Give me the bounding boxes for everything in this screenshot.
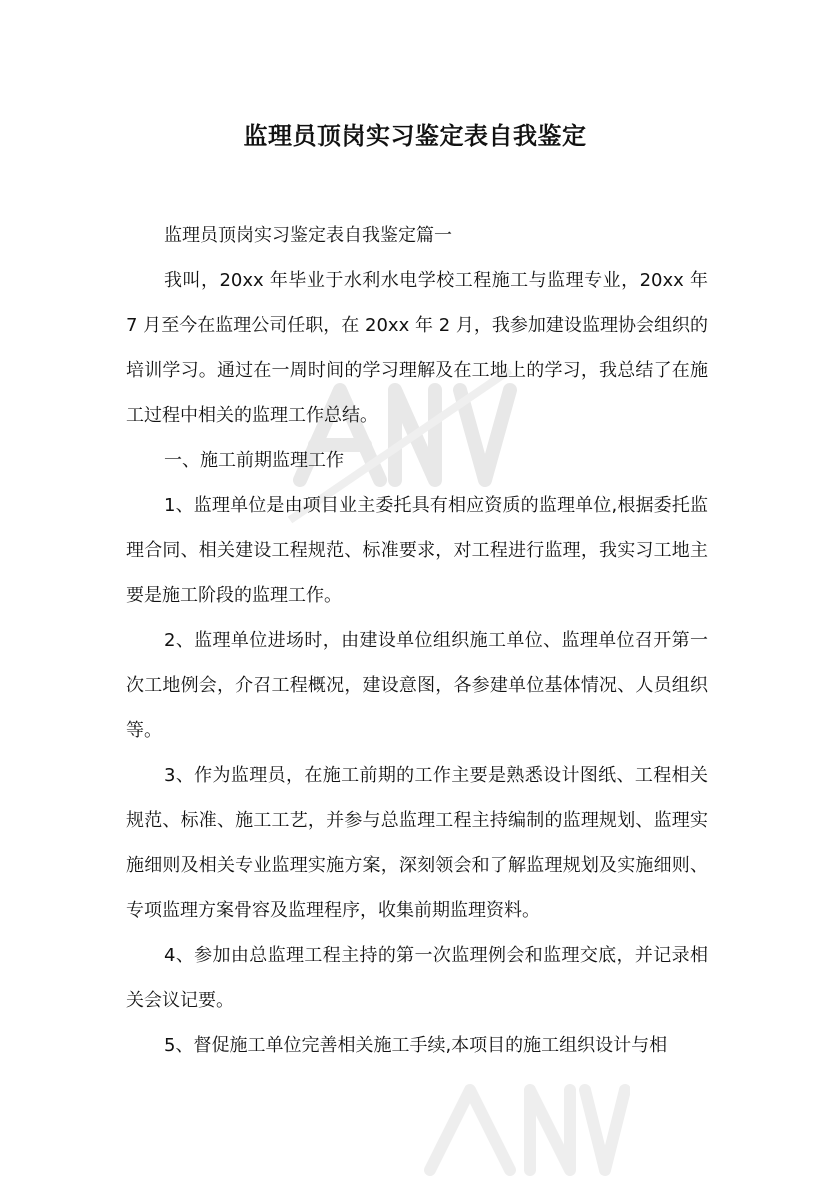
paragraph-item-3: 3、作为监理员，在施工前期的工作主要是熟悉设计图纸、工程相关规范、标准、施工工艺，并参与总监理工程主持编制的监理规划、监理实施细则及相关专业监理实施方案，深刻领会和了解监理规划及实施细则、专项监理方案骨容及监理程序，收集前期监理资料。	[126, 765, 708, 921]
paragraph-intro: 我叫，20xx 年毕业于水利水电学校工程施工与监理专业，20xx 年 7 月至今在监理公司任职，在 20xx 年 2 月，我参加建设监理协会组织的培训学习。通过在一周时间的学习理解及在工地上的学习，我总结了在施工过程中相关的监理工作总结。	[126, 270, 708, 426]
paragraph-section-heading: 一、施工前期监理工作	[164, 450, 344, 471]
paragraph-item-1: 1、监理单位是由项目业主委托具有相应资质的监理单位,根据委托监理合同、相关建设工程规范、标准要求，对工程进行监理，我实习工地主要是施工阶段的监理工作。	[126, 495, 708, 606]
paragraph-item-2: 2、监理单位进场时，由建设单位组织施工单位、监理单位召开第一次工地例会，介召工程概况，建设意图，各参建单位基体情况、人员组织等。	[126, 630, 708, 741]
paragraph-subtitle: 监理员顶岗实习鉴定表自我鉴定篇一	[164, 225, 452, 246]
document-title: 监理员顶岗实习鉴定表自我鉴定	[243, 122, 587, 150]
paragraph-item-5: 5、督促施工单位完善相关施工手续,本项目的施工组织设计与相	[164, 1035, 668, 1056]
document-body	[126, 213, 708, 1068]
paragraph-item-4: 4、参加由总监理工程主持的第一次监理例会和监理交底，并记录相关会议记要。	[126, 945, 708, 1011]
